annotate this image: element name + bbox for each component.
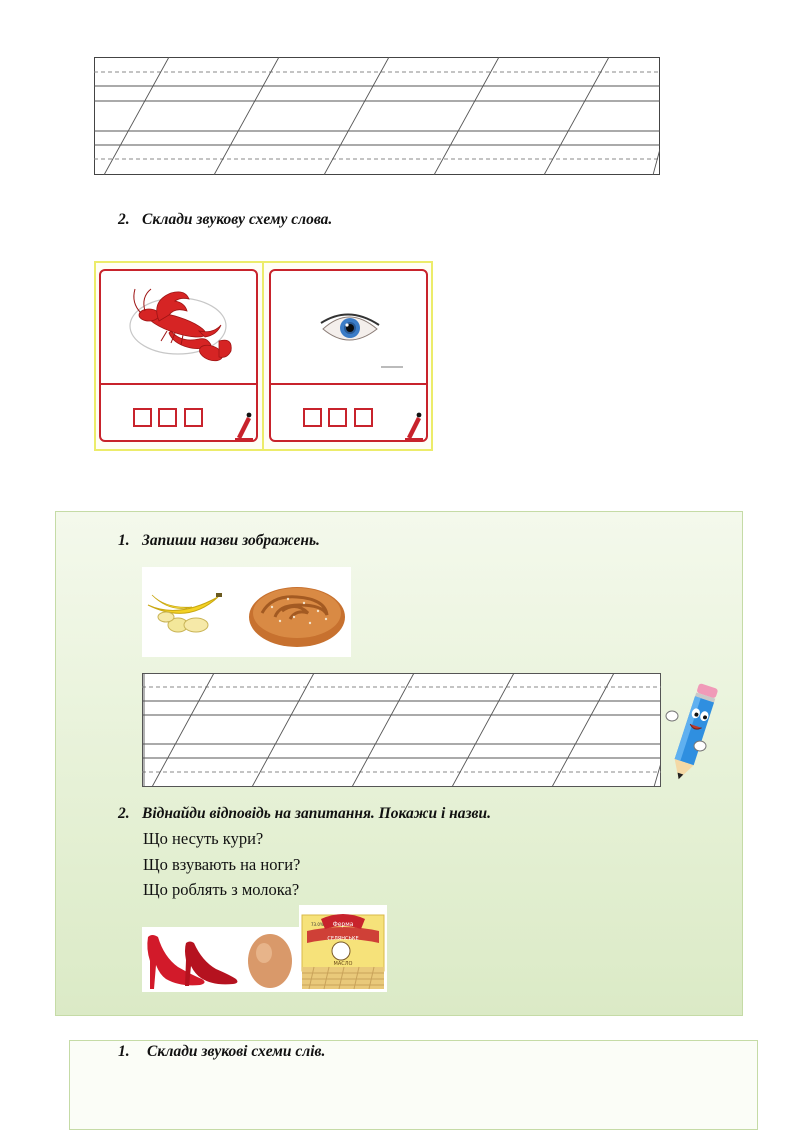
- sound-square[interactable]: [303, 408, 322, 427]
- bottom-task-1-title: [118, 1043, 325, 1061]
- eye-icon: [271, 271, 426, 379]
- green-task-2-title: [118, 805, 491, 823]
- butter-brand: Ферма: [332, 921, 354, 928]
- task-text: Склади звукові схеми слів.: [147, 1043, 326, 1060]
- sound-square[interactable]: [133, 408, 152, 427]
- sound-square[interactable]: [158, 408, 177, 427]
- task-number: 1.: [118, 532, 130, 549]
- sound-square[interactable]: [354, 408, 373, 427]
- butter-type: СЕЛЯНСЬКЕ: [327, 936, 359, 942]
- butter-product: МАСЛО: [333, 961, 353, 967]
- green-task-1-title: [118, 532, 320, 550]
- banana-bun-images: [142, 567, 351, 657]
- task-2-title: [118, 211, 332, 229]
- bun-icon: [242, 567, 352, 657]
- handwriting-lines-green[interactable]: [142, 673, 661, 787]
- butter-fat: 73.0%: [311, 922, 324, 927]
- card-eye[interactable]: [269, 269, 428, 442]
- handwriting-lines-top[interactable]: [94, 57, 660, 175]
- lobster-icon: [101, 271, 256, 379]
- task-number: 1.: [118, 1043, 130, 1060]
- task-text: Запиши назви зображень.: [142, 532, 320, 549]
- pencil-logo-icon: [233, 411, 255, 441]
- task-text: Склади звукову схему слова.: [142, 211, 333, 228]
- pencil-logo-icon: [403, 411, 425, 441]
- pencil-mascot-icon: [664, 676, 726, 788]
- card-divider: [262, 263, 264, 449]
- task-number: 2.: [118, 805, 130, 822]
- lobster-picture: [101, 271, 256, 385]
- task-text: Віднайди відповідь на запитання. Покажи і назви.: [142, 805, 491, 822]
- egg-icon: [240, 927, 300, 992]
- question-1: Що несуть кури?: [143, 829, 264, 848]
- card-lobster[interactable]: [99, 269, 258, 442]
- eye-picture: [271, 271, 426, 385]
- task-number: 2.: [118, 211, 130, 228]
- banana-icon: [142, 567, 232, 657]
- question-2: Що взувають на ноги?: [143, 855, 301, 874]
- sound-square[interactable]: [184, 408, 203, 427]
- butter-package-icon: [299, 905, 387, 992]
- shoes-icon: [142, 927, 242, 992]
- butter-image: [299, 905, 387, 992]
- sound-square[interactable]: [328, 408, 347, 427]
- question-3: Що роблять з молока?: [143, 880, 300, 899]
